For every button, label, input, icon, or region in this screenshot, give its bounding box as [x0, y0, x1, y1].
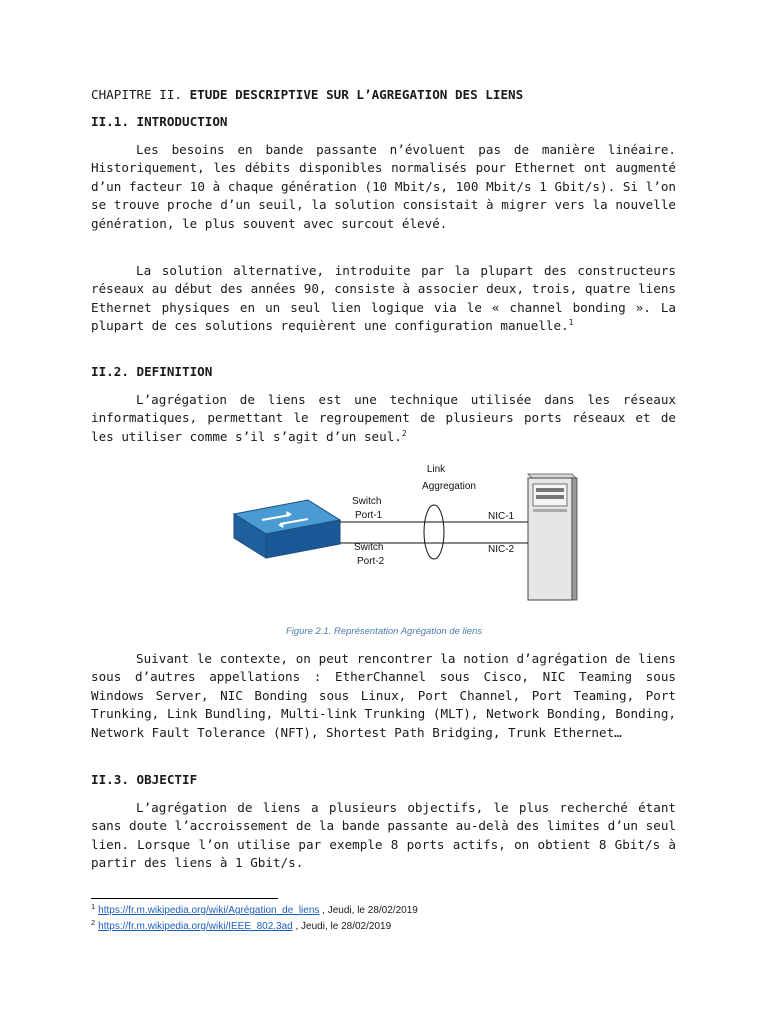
definition-paragraph-1-text: L’agrégation de liens est une technique utilisée dans les réseaux informatiques, permettant le regroupement de plusieurs ports réseaux et de les utiliser comme s’il s’agit d’un seul. — [91, 392, 676, 444]
definition-paragraph-2: Suivant le contexte, on peut rencontrer la notion d’agrégation de liens sous d’autres appellations : EtherChannel sous Cisco, NIC Teaming sous Windows Server, NIC Bonding sous Linux, Port Channel, Port Teaming, Port Trunking, Link Bundling, Multi-link Trunking (MLT), Network Bonding, Bonding, Network Fault Tolerance (NFT), Shortest Path Bridging, Trunk Ethernet… — [91, 651, 676, 740]
switch-icon — [234, 500, 340, 558]
section-heading-objectif: II.3. OBJECTIF — [91, 772, 198, 787]
footnote-1-link[interactable]: https://fr.m.wikipedia.org/wiki/Agrégation_de_liens — [98, 905, 320, 916]
footnote-2-number: 2 — [91, 917, 96, 927]
chapter-prefix: CHAPITRE II. — [91, 87, 182, 102]
figure-caption: Figure 2.1. Représentation Agrégation de liens — [285, 626, 483, 637]
footnote-ref-2[interactable]: 2 — [401, 428, 407, 438]
objectif-paragraph-1: L’agrégation de liens a plusieurs objectifs, le plus recherché étant sans doute l’accroissement de la bande passante au-delà des limites d’un seul lien. Lorsque l’on utilise par exemple 8 ports actifs, on obtient 8 Gbit/s à partir des liens à 1 Gbit/s. — [91, 800, 676, 871]
footnote-1-number: 1 — [91, 901, 96, 911]
footnote-1-date: , Jeudi, le 28/02/2019 — [319, 905, 418, 916]
intro-paragraph-1: Les besoins en bande passante n’évoluent pas de manière linéaire. Historiquement, les débits disponibles normalisés pour Ethernet ont augmenté d’un facteur 10 à chaque génération (10 Mbit/s, 100 Mbit/s 1 Gbit/s). Si l’on se trouve proche d’un seuil, la solution consistait à migrer vers la nouvelle génération, le plus souvent avec surcout élevé. — [91, 142, 676, 231]
switch-port-1-label-1: Switch — [352, 496, 382, 507]
footnote-separator — [91, 898, 278, 899]
intro-paragraph-2-text: La solution alternative, introduite par la plupart des constructeurs réseaux au début des années 90, consiste à associer deux, trois, quatre liens Ethernet physiques en un seul lien logique via le « channel bonding ». La plupart de ces solutions requièrent une configuration manuelle. — [91, 263, 676, 334]
chapter-title — [91, 86, 676, 104]
footnote-ref-1[interactable]: 1 — [568, 318, 574, 328]
footnote-1 — [91, 901, 418, 916]
switch-port-2-label-1: Switch — [354, 542, 384, 553]
link-aggregation-label-2: Aggregation — [422, 481, 476, 492]
definition-paragraph-1 — [91, 391, 676, 446]
switch-port-1-label-2: Port-1 — [355, 510, 383, 521]
link-aggregation-label-1: Link — [426, 464, 446, 475]
intro-paragraph-2 — [91, 262, 676, 336]
section-heading-introduction: II.1. INTRODUCTION — [91, 114, 228, 129]
footnote-2-date: , Jeudi, le 28/02/2019 — [292, 921, 392, 932]
server-icon — [528, 474, 577, 600]
chapter-heading: ETUDE DESCRIPTIVE SUR L’AGREGATION DES LIENS — [189, 87, 524, 102]
nic-2-label: NIC-2 — [488, 544, 515, 555]
footnote-2-link[interactable]: https://fr.m.wikipedia.org/wiki/IEEE_802.3ad — [98, 921, 293, 932]
aggregation-ellipse — [424, 505, 444, 559]
switch-port-2-label-2: Port-2 — [357, 556, 385, 567]
footnote-2 — [91, 917, 392, 932]
section-heading-definition: II.2. DEFINITION — [91, 364, 213, 379]
link-aggregation-diagram — [220, 462, 580, 612]
nic-1-label: NIC-1 — [488, 511, 515, 522]
